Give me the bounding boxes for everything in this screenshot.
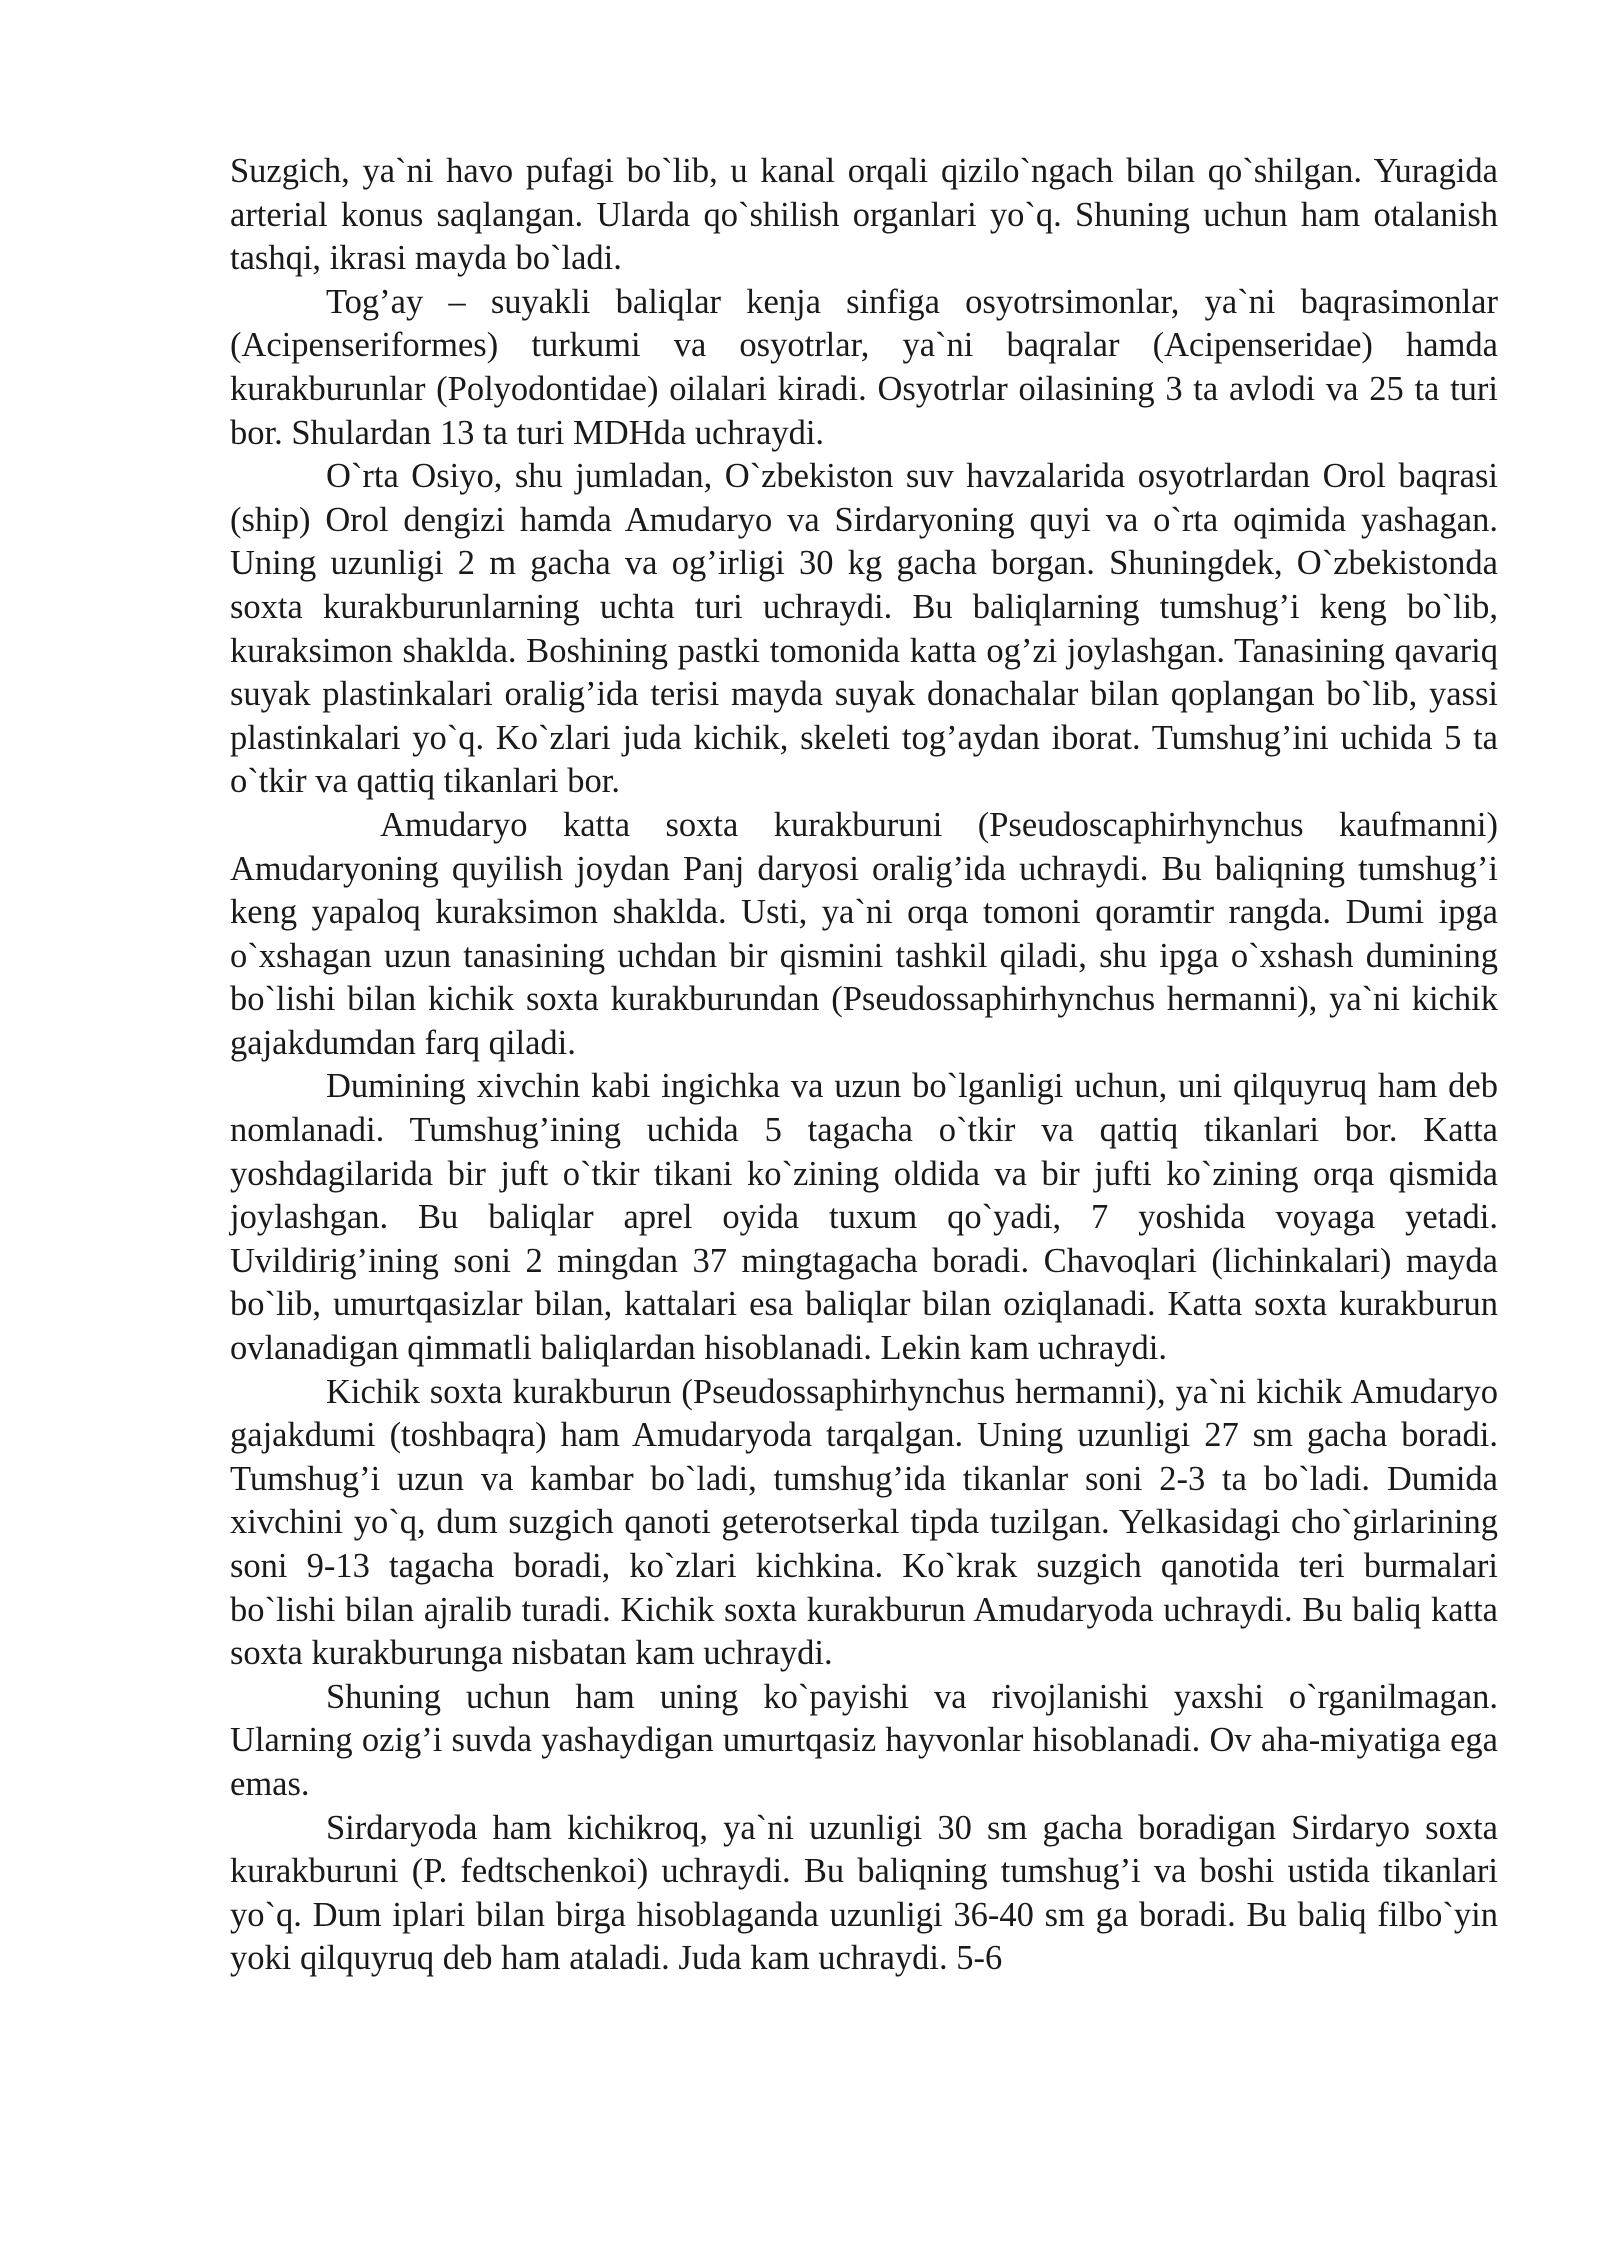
paragraph-sturgeon-order: Tog’ay – suyakli baliqlar kenja sinfiga osyotrsimonlar, ya`ni baqrasimonlar (Acipenseriformes) turkumi va osyotrlar, ya`ni baqralar (Acipenseridae) hamda kurakburunlar (Polyodontidae) oilalari kiradi. Osyotrlar oilasining 3 ta avlodi va 25 ta turi bor. Shulardan 13 ta turi MDHda uchraydi. (230, 282, 1498, 452)
paragraph-tail-description: Dumining xivchin kabi ingichka va uzun bo`lganligi uchun, uni qilquyruq ham deb nomlanadi. Tumshug’ining uchida 5 tagacha o`tkir va qattiq tikanlari bor. Katta yoshdagilarida bir juft o`tkir tikani ko`zining oldida va bir jufti ko`zining orqa qismida joylashgan. Bu baliqlar aprel oyida tuxum qo`yadi, 7 yoshida voyaga yetadi. Uvildirig’ining soni 2 mingdan 37 mingtagacha boradi. Chavoqlari (lichinkalari) mayda bo`lib, umurtqasizlar bilan, kattalari esa baliqlar bilan oziqlanadi. Katta soxta kurakburun ovlanadigan qimmatli baliqlardan hisoblanadi. Lekin kam uchraydi. (230, 1067, 1498, 1368)
paragraph-swim-bladder: Suzgich, ya`ni havo pufagi bo`lib, u kanal orqali qizilo`ngach bilan qo`shilgan. Yuragida arterial konus saqlangan. Ularda qo`shilish organlari yo`q. Shuning uchun ham otalanish tashqi, ikrasi mayda bo`ladi. (230, 152, 1498, 278)
document-page (230, 150, 1498, 1981)
paragraph-reproduction: Shuning uchun ham uning ko`payishi va rivojlanishi yaxshi o`rganilmagan. Ularning ozig’i suvda yashaydigan umurtqasiz hayvonlar hisoblanadi. Ov aha-miyatiga ega emas. (230, 1677, 1498, 1803)
paragraph-central-asia-sturgeons: O`rta Osiyo, shu jumladan, O`zbekiston suv havzalarida osyotrlardan Orol baqrasi (ship) Orol dengizi hamda Amudaryo va Sirdaryoning quyi va o`rta oqimida yashagan. Uning uzunligi 2 m gacha va og’irligi 30 kg gacha borgan. Shuningdek, O`zbekistonda soxta kurakburunlarning uchta turi uchraydi. Bu baliqlarning tumshug’i keng bo`lib, kuraksimon shaklda. Boshining pastki tomonida katta og’zi joylashgan. Tanasining qavariq suyak plastinkalari oralig’ida terisi mayda suyak donachalar bilan qoplangan bo`lib, yassi plastinkalari yo`q. Ko`zlari juda kichik, skeleti tog’aydan iborat. Tumshug’ini uchida 5 ta o`tkir va qattiq tikanlari bor. (230, 457, 1498, 801)
paragraph-syr-darya-shovelnose: Sirdaryoda ham kichikroq, ya`ni uzunligi 30 sm gacha boradigan Sirdaryo soxta kurakburuni (P. fedtschenkoi) uchraydi. Bu baliqning tumshug’i va boshi ustida tikanlari yo`q. Dum iplari bilan birga hisoblaganda uzunligi 36-40 sm ga boradi. Bu baliq filbo`yin yoki qilquyruq deb ham ataladi. Juda kam uchraydi. 5-6 (230, 1808, 1498, 1978)
paragraph-amu-darya-large-shovelnose: Amudaryo katta soxta kurakburuni (Pseudoscaphirhynchus kaufmanni) Amudaryoning quyilish joydan Panj daryosi oralig’ida uchraydi. Bu baliqning tumshug’i keng yapaloq kuraksimon shaklda. Usti, ya`ni orqa tomoni qoramtir rangda. Dumi ipga o`xshagan uzun tanasining uchdan bir qismini tashkil qiladi, shu ipga o`xshash dumining bo`lishi bilan kichik soxta kurakburundan (Pseudossaphirhynchus hermanni), ya`ni kichik gajakdumdan farq qiladi. (230, 805, 1498, 1062)
paragraph-small-shovelnose: Kichik soxta kurakburun (Pseudossaphirhynchus hermanni), ya`ni kichik Amudaryo gajakdumi (toshbaqra) ham Amudaryoda tarqalgan. Uning uzunligi 27 sm gacha boradi. Tumshug’i uzun va kambar bo`ladi, tumshug’ida tikanlar soni 2-3 ta bo`ladi. Dumida xivchini yo`q, dum suzgich qanoti geterotserkal tipda tuzilgan. Yelkasidagi cho`girlarining soni 9-13 tagacha boradi, ko`zlari kichkina. Ko`krak suzgich qanotida teri burmalari bo`lishi bilan ajralib turadi. Kichik soxta kurakburun Amudaryoda uchraydi. Bu baliq katta soxta kurakburunga nisbatan kam uchraydi. (230, 1372, 1498, 1673)
